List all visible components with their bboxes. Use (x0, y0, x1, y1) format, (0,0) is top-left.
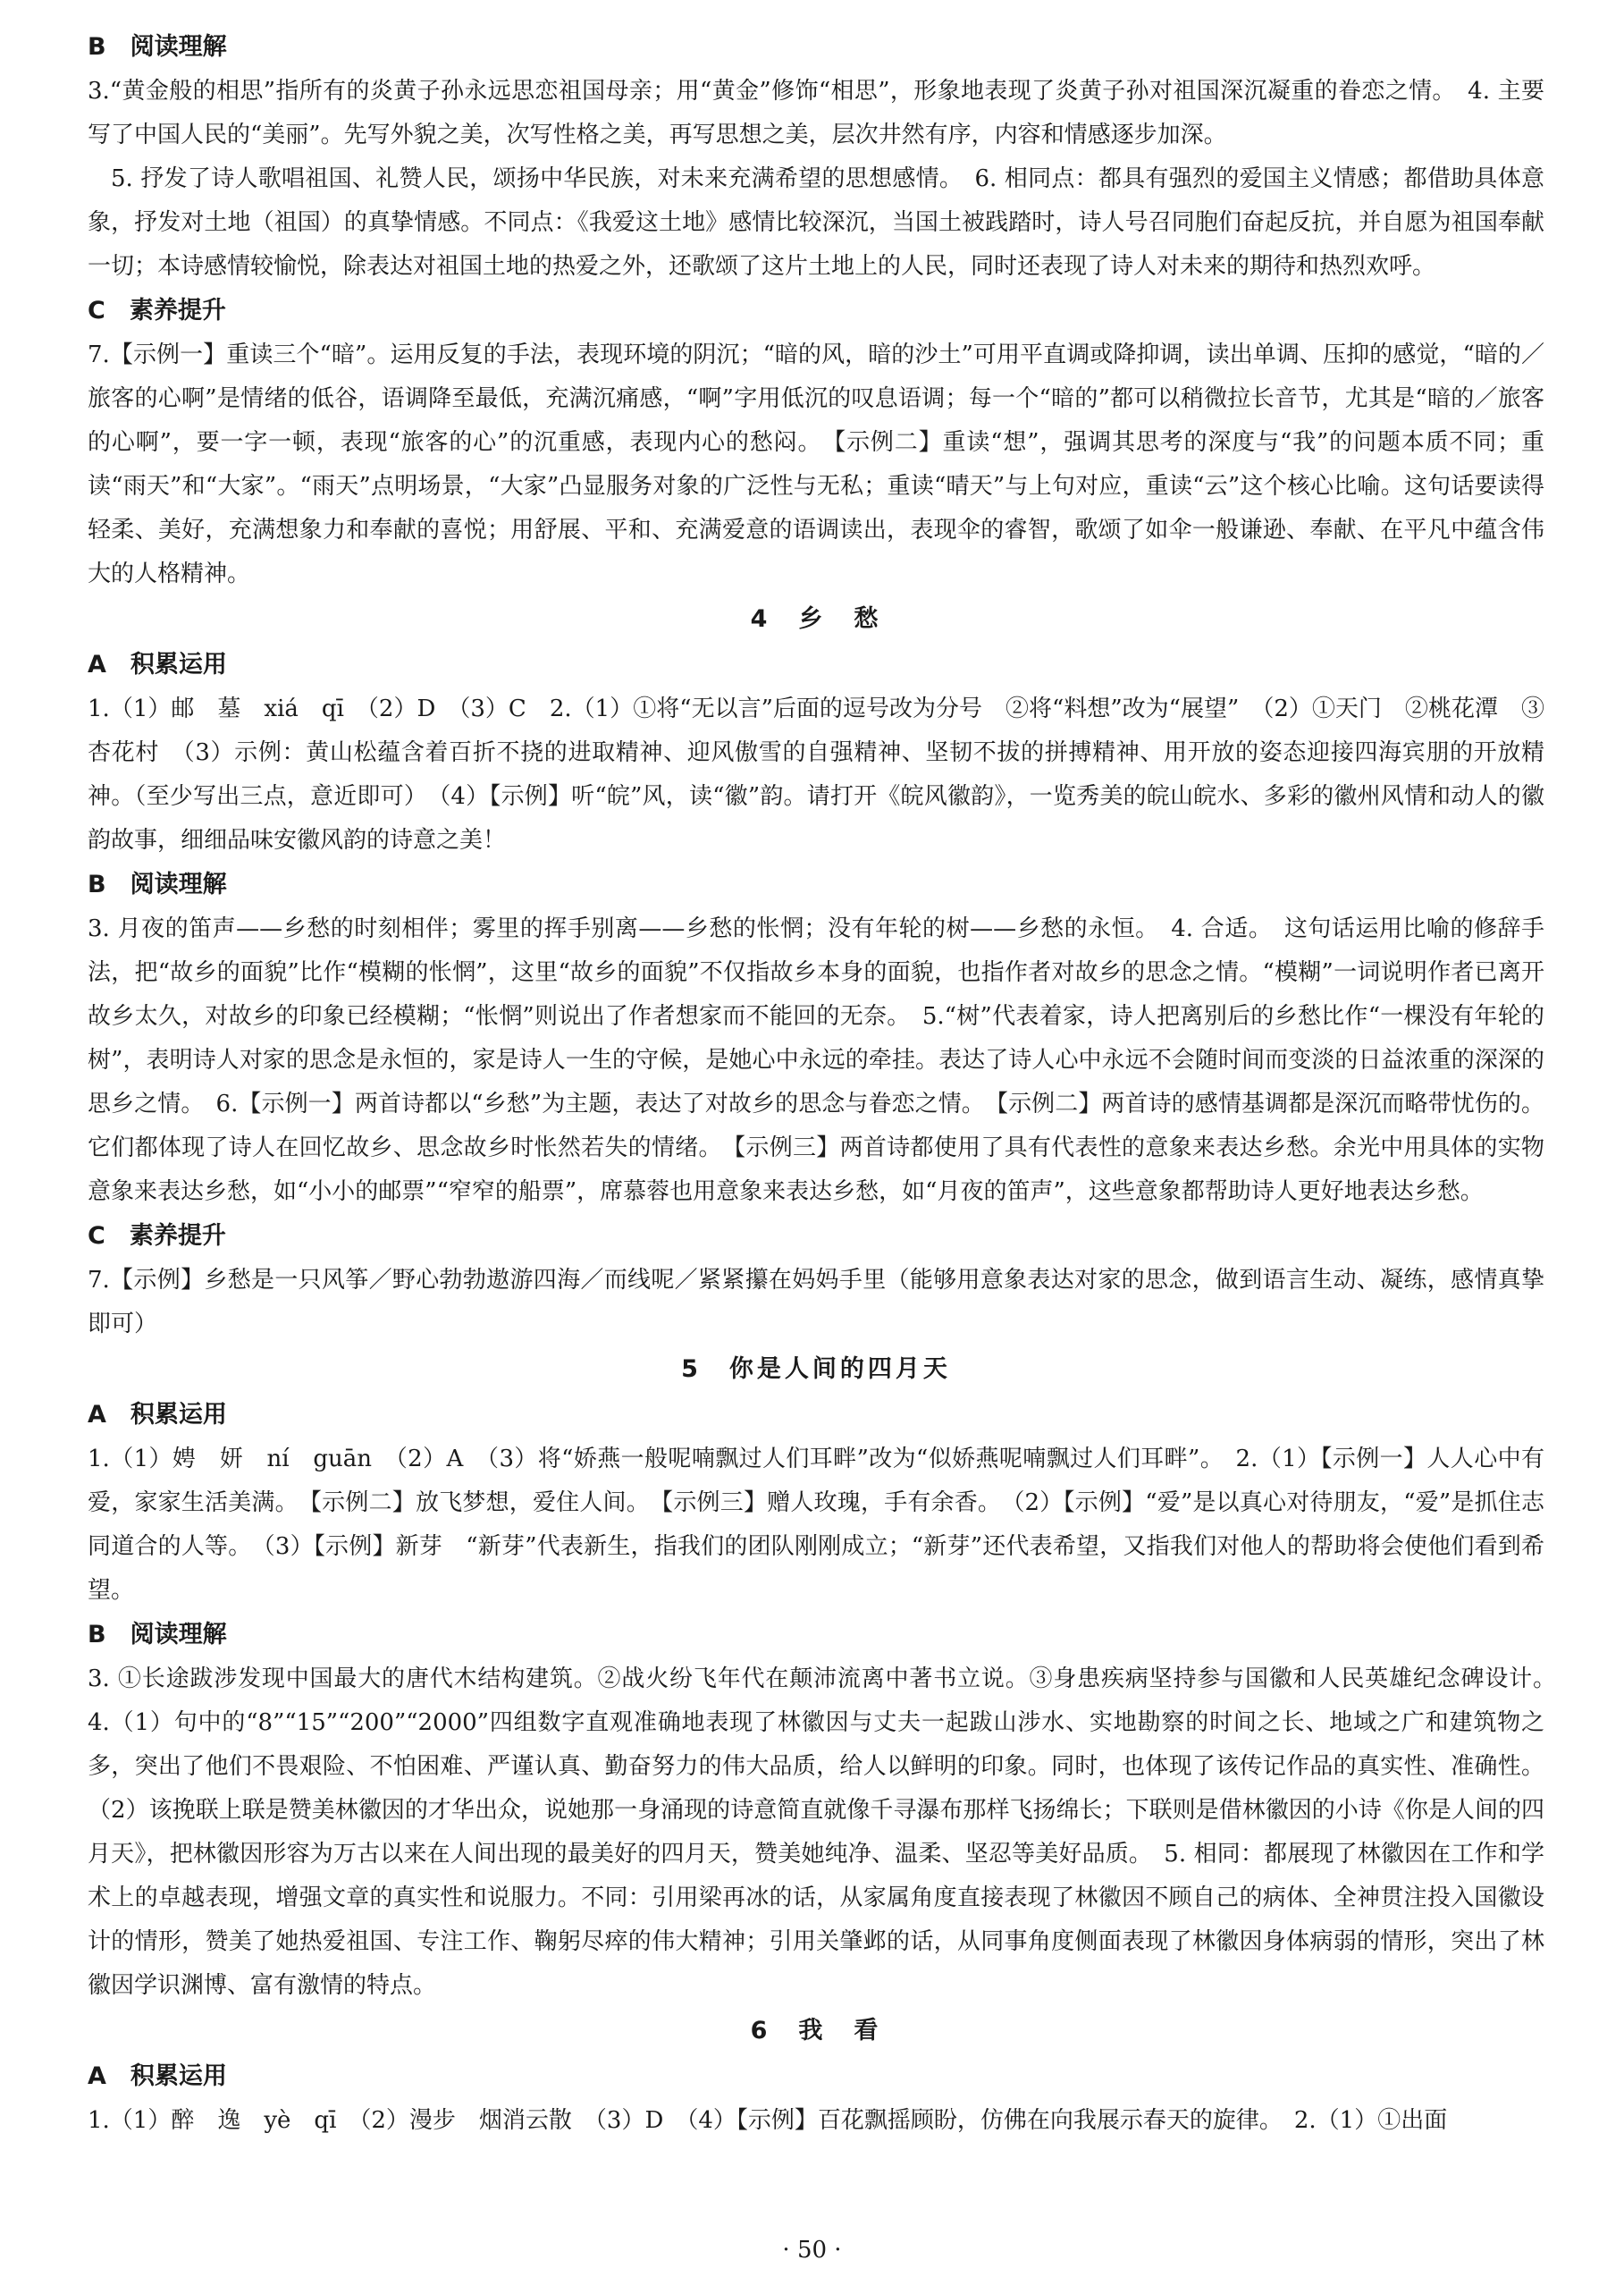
answer-paragraph: 3.“黄金般的相思”指所有的炎黄子孙永远思恋祖国母亲；用“黄金”修饰“相思”，形象地表现了炎黄子孙对祖国深沉凝重的眷恋之情。 4. 主要写了中国人民的“美丽”。先写外貌之美，次写性格之美，再写思想之美，层次井然有序，内容和情感逐步加深。 (88, 78, 1544, 148)
page-number: · 50 · (782, 2237, 842, 2264)
section-label-c: C 素养提升 (88, 297, 226, 325)
answer-paragraph: 7.【示例】乡愁是一只风筝／野心勃勃遨游四海／而线呢／紧紧攥在妈妈手里（能够用意象表达对家的思念，做到语言生动、凝练，感情真挚即可） (88, 1267, 1544, 1337)
answer-page (88, 25, 1569, 2143)
section-label-b: B 阅读理解 (88, 33, 227, 61)
answer-paragraph: 3. ①长途跋涉发现中国最大的唐代木结构建筑。②战火纷飞年代在颠沛流离中著书立说。③身患疾病坚持参与国徽和人民英雄纪念碑设计。 4.（1）句中的“8”“15”“200”“2000”四组数字直观准确地表现了林徽因与丈夫一起跋山涉水、实地勘察的时间之长、地域之广和建筑物之多，突出了他们不畏艰险、不怕困难、严谨认真、勤奋努力的伟大品质，给人以鲜明的印象。同时，也体现了该传记作品的真实性、准确性。（2）该挽联上联是赞美林徽因的才华出众，说她那一身涌现的诗意简直就像千寻瀑布那样飞扬绵长；下联则是借林徽因的小诗《你是人间的四月天》，把林徽因形容为万古以来在人间出现的最美好的四月天，赞美她纯净、温柔、坚忍等美好品质。 5. 相同：都展现了林徽因在工作和学术上的卓越表现，增强文章的真实性和说服力。不同：引用梁再冰的话，从家属角度直接表现了林徽因不顾自己的病体、全神贯注投入国徽设计的情形，赞美了她热爱祖国、专注工作、鞠躬尽瘁的伟大精神；引用关肇邺的话，从同事角度侧面表现了林徽因身体病弱的情形，突出了林徽因学识渊博、富有激情的特点。 (88, 1665, 1569, 1999)
section-label-a: A 积累运用 (88, 2062, 227, 2090)
answer-paragraph: 1.（1）醉 逸 yè qī （2）漫步 烟消云散 （3）D （4）【示例】百花飘摇顾盼，仿佛在向我展示春天的旋律。 2.（1）①出面 (88, 2107, 1448, 2134)
answer-paragraph: 1.（1）邮 墓 xiá qī （2）D （3）C 2.（1）①将“无以言”后面的逗号改为分号 ②将“料想”改为“展望” （2）①天门 ②桃花潭 ③杏花村 （3）示例：黄山松蕴含着百折不挠的进取精神、迎风傲雪的自强精神、坚韧不拔的拼搏精神、用开放的姿态迎接四海宾朋的开放精神。（至少写出三点，意近即可） （4）【示例】听“皖”风，读“徽”韵。请打开《皖风徽韵》，一览秀美的皖山皖水、多彩的徽州风情和动人的徽韵故事，细细品味安徽风韵的诗意之美！ (88, 696, 1544, 854)
section-label-b: B 阅读理解 (88, 871, 227, 898)
section-label-a: A 积累运用 (88, 1401, 227, 1429)
lesson-title: 5 你是人间的四月天 (681, 1355, 951, 1383)
answer-paragraph: 7.【示例一】重读三个“暗”。运用反复的手法，表现环境的阴沉；“暗的风，暗的沙土”可用平直调或降抑调，读出单调、压抑的感觉，“暗的／旅客的心啊”是情绪的低谷，语调降至最低，充满沉痛感，“啊”字用低沉的叹息语调；每一个“暗的”都可以稍微拉长音节，尤其是“暗的／旅客的心啊”，要一字一顿，表现“旅客的心”的沉重感，表现内心的愁闷。 【示例二】重读“想”，强调其思考的深度与“我”的问题本质不同；重读“雨天”和“大家”。“雨天”点明场景，“大家”凸显服务对象的广泛性与无私；重读“晴天”与上句对应，重读“云”这个核心比喻。这句话要读得轻柔、美好，充满想象力和奉献的喜悦；用舒展、平和、充满爱意的语调读出，表现伞的睿智，歌颂了如伞一般谦逊、奉献、在平凡中蕴含伟大的人格精神。 (88, 341, 1544, 587)
answer-paragraph: 1.（1）娉 妍 ní guān （2）A （3）将“娇燕一般呢喃飘过人们耳畔”改为“似娇燕呢喃飘过人们耳畔”。 2.（1）【示例一】人人心中有爱，家家生活美满。 【示例二】放飞梦想，爱住人间。 【示例三】赠人玫瑰，手有余香。 （2）【示例】“爱”是以真心对待朋友，“爱”是抓住志同道合的人等。 （3）【示例】新芽 “新芽”代表新生，指我们的团队刚刚成立；“新芽”还代表希望，又指我们对他人的帮助将会使他们看到希望。 (88, 1446, 1544, 1604)
section-label-c: C 素养提升 (88, 1222, 226, 1250)
section-label-a: A 积累运用 (88, 651, 227, 679)
lesson-title: 6 我 看 (750, 2017, 882, 2045)
answer-paragraph: 5. 抒发了诗人歌唱祖国、礼赞人民，颂扬中华民族，对未来充满希望的思想感情。 6. 相同点：都具有强烈的爱国主义情感；都借助具体意象，抒发对土地（祖国）的真挚情感。不同点：《我爱这土地》感情比较深沉，当国土被践踏时，诗人号召同胞们奋起反抗，并自愿为祖国奉献一切；本诗感情较愉悦，除表达对祖国土地的热爱之外，还歌颂了这片土地上的人民，同时还表现了诗人对未来的期待和热烈欢呼。 (88, 165, 1544, 280)
lesson-title: 4 乡 愁 (750, 605, 882, 633)
section-label-b: B 阅读理解 (88, 1621, 227, 1648)
answer-paragraph: 3. 月夜的笛声——乡愁的时刻相伴；雾里的挥手别离——乡愁的怅惘；没有年轮的树——乡愁的永恒。 4. 合适。 这句话运用比喻的修辞手法，把“故乡的面貌”比作“模糊的怅惘”，这里“故乡的面貌”不仅指故乡本身的面貌，也指作者对故乡的思念之情。“模糊”一词说明作者已离开故乡太久，对故乡的印象已经模糊；“怅惘”则说出了作者想家而不能回的无奈。 5.“树”代表着家，诗人把离别后的乡愁比作“一棵没有年轮的树”，表明诗人对家的思念是永恒的，家是诗人一生的守候，是她心中永远的牵挂。表达了诗人心中永远不会随时间而变淡的日益浓重的深深的思乡之情。 6.【示例一】两首诗都以“乡愁”为主题，表达了对故乡的思念与眷恋之情。 【示例二】两首诗的感情基调都是深沉而略带忧伤的。它们都体现了诗人在回忆故乡、思念故乡时怅然若失的情绪。 【示例三】两首诗都使用了具有代表性的意象来表达乡愁。余光中用具体的实物意象来表达乡愁，如“小小的邮票”“窄窄的船票”，席慕蓉也用意象来表达乡愁，如“月夜的笛声”，这些意象都帮助诗人更好地表达乡愁。 (88, 915, 1544, 1205)
